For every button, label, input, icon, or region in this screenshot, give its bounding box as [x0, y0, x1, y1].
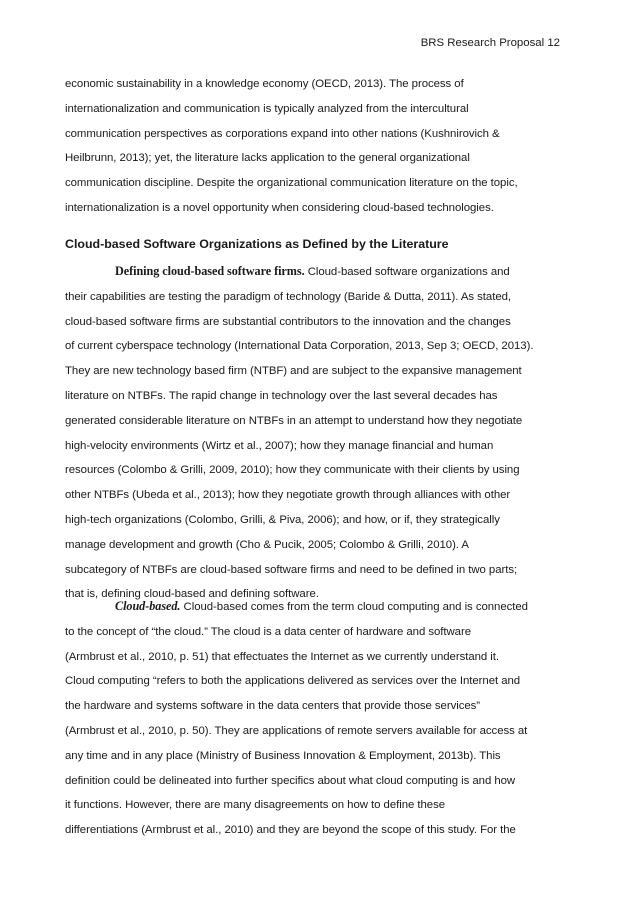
text-line: internationalization is a novel opportunity when considering cloud-based technologies. [65, 201, 494, 214]
paragraph-cloud-based [65, 594, 575, 843]
text-fragment: Cloud-based comes from the term cloud computing and is connected [180, 601, 528, 613]
text-line: that is, defining cloud-based and defining software. [65, 588, 319, 601]
text-line: internationalization and communication is typically analyzed from the intercultural [65, 102, 469, 115]
text-line: Cloud computing “refers to both the applications delivered as services over the Internet and [65, 675, 521, 688]
text-line: resources (Colombo & Grilli, 2009, 2010); how they communicate with their clients by using [65, 464, 520, 477]
text-line: other NTBFs (Ubeda et al., 2013); how they negotiate growth through alliances with other [65, 489, 511, 502]
text-line: Heilbrunn, 2013); yet, the literature lacks application to the general organizational [65, 152, 470, 165]
paragraph-internationalization [65, 72, 575, 221]
paragraph-subheading: Cloud-based. [115, 599, 181, 613]
text-line: it functions. However, there are many disagreements on how to define these [65, 799, 446, 812]
text-line: literature on NTBFs. The rapid change in technology over the last several decades has [65, 389, 498, 402]
text-line: high-velocity environments (Wirtz et al., 2007); how they manage financial and human [65, 439, 494, 452]
text-line: cloud-based software firms are substantial contributors to the innovation and the changes [65, 315, 511, 328]
paragraph-subheading: Defining cloud-based software firms. [115, 264, 305, 278]
text-line: the hardware and systems software in the data centers that provide those services” [65, 700, 481, 713]
text-line: communication perspectives as corporations expand into other nations (Kushnirovich & [65, 127, 500, 140]
text-line: generated considerable literature on NTBFs in an attempt to understand how they negotiate [65, 414, 523, 427]
text-line [65, 594, 575, 620]
text-line: subcategory of NTBFs are cloud-based software firms and need to be defined in two parts; [65, 563, 518, 576]
text-line: to the concept of “the cloud.” The cloud is a data center of hardware and software [65, 625, 471, 638]
running-head: BRS Research Proposal 12 [420, 37, 560, 49]
text-line: definition could be delineated into further specifics about what cloud computing is and how [65, 774, 516, 787]
text-line [65, 259, 575, 285]
text-line: communication discipline. Despite the organizational communication literature on the topic, [65, 177, 518, 190]
text-line: of current cyberspace technology (International Data Corporation, 2013, Sep 3; OECD, 2013). [65, 340, 534, 353]
paragraph-defining-firms [65, 259, 575, 607]
text-line: any time and in any place (Ministry of Business Innovation & Employment, 2013b). This [65, 749, 501, 762]
text-line: high-tech organizations (Colombo, Grilli, & Piva, 2006); and how, or if, they strategically [65, 513, 500, 526]
section-heading: Cloud-based Software Organizations as Defined by the Literature [65, 237, 449, 251]
text-line: economic sustainability in a knowledge economy (OECD, 2013). The process of [65, 78, 464, 90]
text-line: (Armbrust et al., 2010, p. 50). They are applications of remote servers available for access at [65, 724, 528, 737]
text-line: manage development and growth (Cho & Pucik, 2005; Colombo & Grilli, 2010). A [65, 538, 469, 551]
text-line: their capabilities are testing the paradigm of technology (Baride & Dutta, 2011). As stated, [65, 290, 512, 303]
text-fragment: Cloud-based software organizations and [304, 266, 510, 278]
text-line: (Armbrust et al., 2010, p. 51) that effectuates the Internet as we currently understand it. [65, 650, 500, 663]
text-line: differentiations (Armbrust et al., 2010) and they are beyond the scope of this study. For the [65, 824, 516, 837]
text-line: They are new technology based firm (NTBF) and are subject to the expansive management [65, 365, 522, 378]
